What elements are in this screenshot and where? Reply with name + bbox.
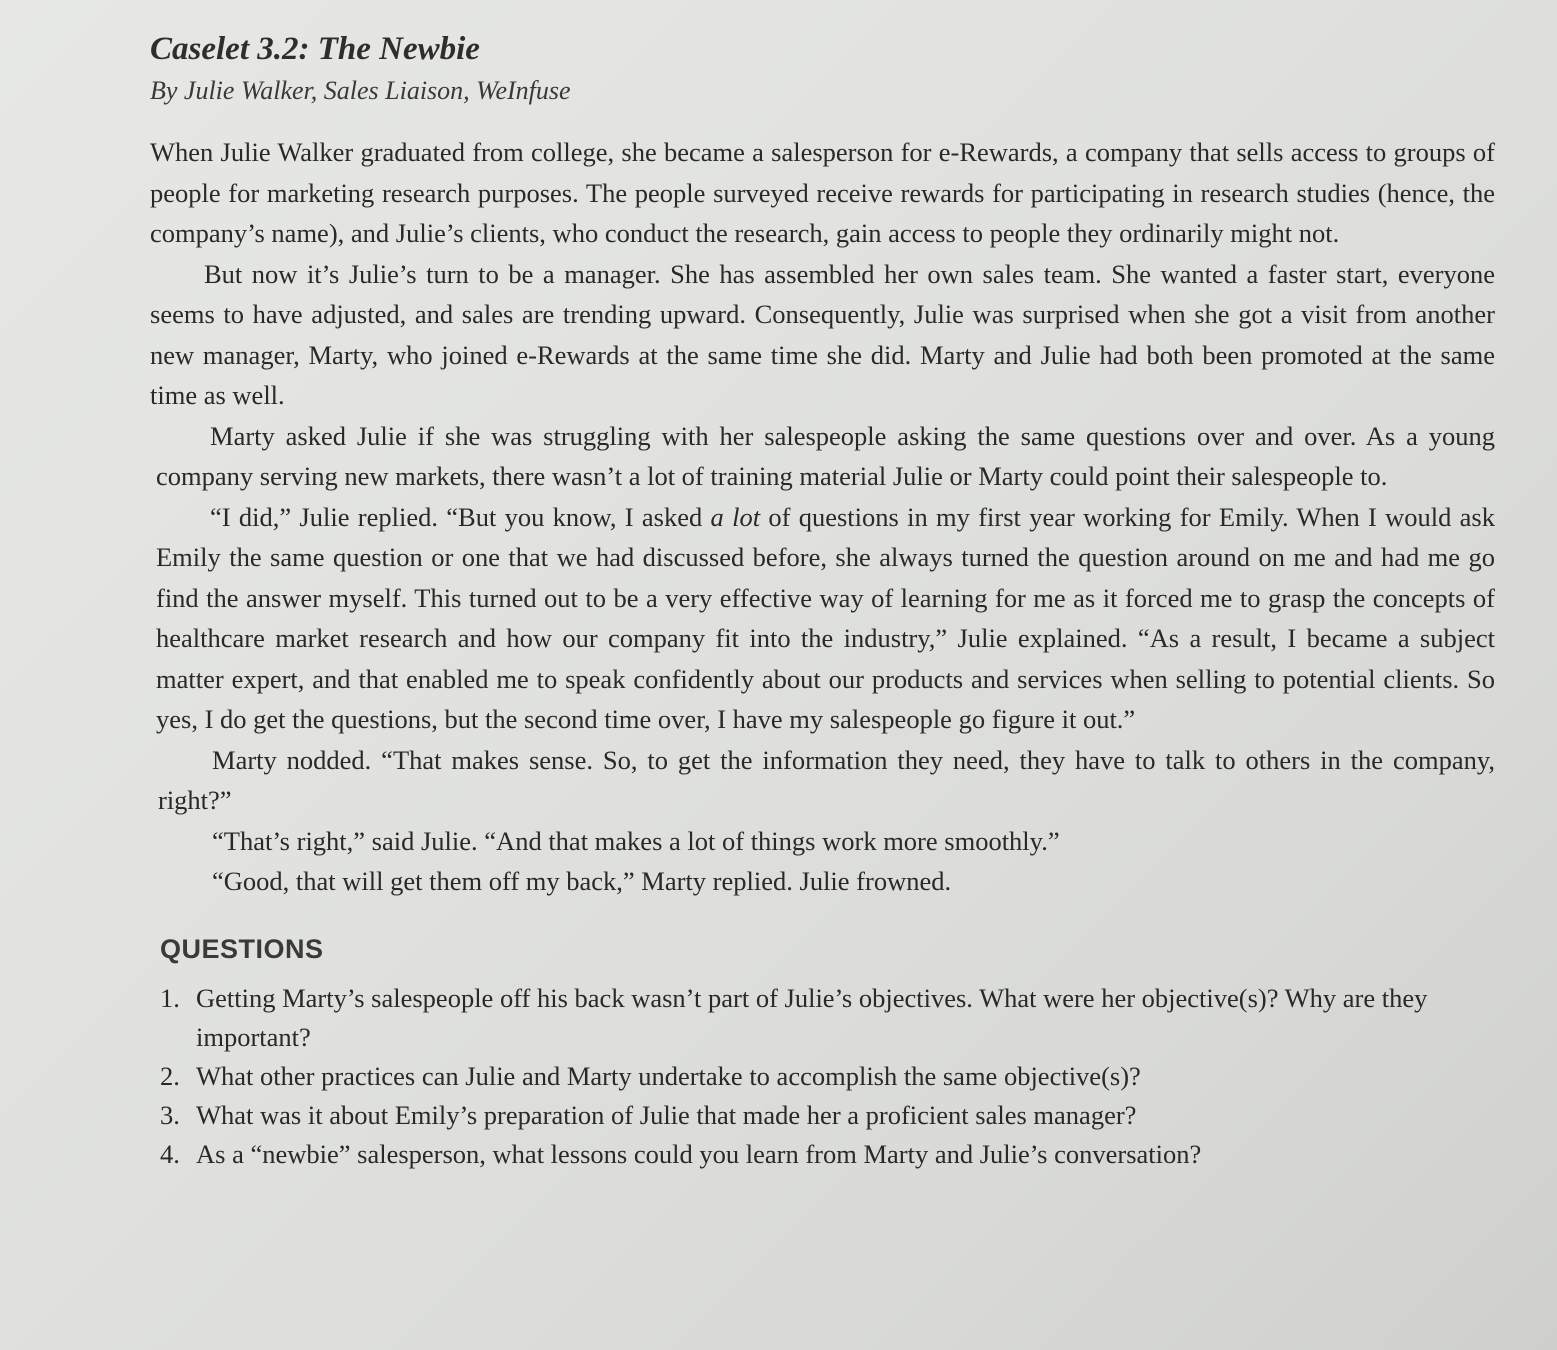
caselet-byline: By Julie Walker, Sales Liaison, WeInfuse	[150, 76, 571, 105]
paragraph-marty-question: Marty asked Julie if she was struggling with her salespeople asking the same questions over and over. As a young company serving new markets, there wasn’t a lot of training material Julie or Marty could point their salespeople to.	[156, 420, 1495, 491]
question-item	[160, 1135, 1430, 1174]
paragraph-julie-reply	[150, 497, 1495, 740]
question-number: 2.	[160, 1060, 180, 1091]
reply-emphasis: a lot	[710, 501, 761, 532]
paragraph-manager: But now it’s Julie’s turn to be a manager. She has assembled her own sales team. She wanted a faster start, everyone seems to have adjusted, and sales are trending upward. Consequently, Julie was surprised when she got a visit from another new manager, Marty, who joined e-Rewards at the same time she did. Marty and Julie had both been promoted at the same time as well.	[150, 258, 1495, 410]
caselet-body	[150, 132, 1495, 902]
question-text: As a “newbie” salesperson, what lessons could you learn from Marty and Julie’s conversation?	[196, 1138, 1202, 1169]
reply-text-before: “I did,” Julie replied. “But you know, I asked	[210, 501, 711, 532]
questions-list	[150, 979, 1430, 1174]
question-text: Getting Marty’s salespeople off his back wasn’t part of Julie’s objectives. What were her objective(s)? Why are they important?	[196, 982, 1428, 1052]
paragraph-thats-right: “That’s right,” said Julie. “And that makes a lot of things work more smoothly.”	[212, 825, 1060, 856]
question-number: 3.	[160, 1099, 180, 1130]
question-item	[160, 1057, 1430, 1096]
question-number: 1.	[160, 982, 180, 1013]
paragraph-intro: When Julie Walker graduated from college, she became a salesperson for e-Rewards, a company that sells access to groups of people for marketing research purposes. The people surveyed receive rewards for participating in research studies (hence, the company’s name), and Julie’s clients, who conduct the research, gain access to people they ordinarily might not.	[150, 137, 1495, 248]
paragraph-off-my-back: “Good, that will get them off my back,” Marty replied. Julie frowned.	[212, 866, 952, 896]
paragraph-marty-nodded: Marty nodded. “That makes sense. So, to get the information they need, they have to talk to others in the company, right?”	[158, 744, 1495, 815]
reply-text-after: of questions in my first year working for Emily. When I would ask Emily the same question or one that we had discussed before, she always turned the question around on me and had me go find the answer myself. This turned out to be a very effective way of learning for me as it forced me to grasp the concepts of healthcare market research and how our company fit into the industry,” Julie explained. “As a result, I became a subject matter expert, and that enabled me to speak confidently about our products and services when selling to potential clients. So yes, I do get the questions, but the second time over, I have my salespeople go figure it out.”	[156, 501, 1495, 734]
question-text: What other practices can Julie and Marty undertake to accomplish the same objective(s)?	[196, 1060, 1141, 1091]
question-item	[160, 1096, 1430, 1135]
questions-heading: QUESTIONS	[160, 933, 324, 964]
caselet-title: Caselet 3.2: The Newbie	[150, 31, 480, 67]
book-page	[150, 28, 1495, 1174]
question-item	[160, 979, 1430, 1057]
question-text: What was it about Emily’s preparation of Julie that made her a proficient sales manager?	[196, 1099, 1137, 1130]
question-number: 4.	[160, 1138, 180, 1169]
